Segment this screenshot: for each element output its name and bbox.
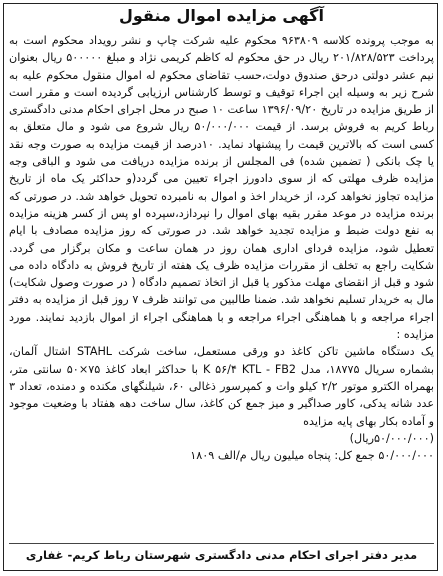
notice-body [9,32,434,464]
notice-terms-paragraph: به موجب پرونده کلاسه ۹۶۳۸۰۹ محکوم علیه شرکت چاپ و نشر رویداد محکوم است به پرداخت ۲۰۱/۸۲۸/۵۲۳ ریال در حق محکوم له کاظم کریمی نژاد و مبلغ ۵۰۰۰۰۰ ریال بعنوان نیم عشر دولتی درحق صندوق دولت،حسب تقاضای محکوم له اموال منقول محکوم علیه به شرح زیر به وسیله این اجراء توقیف و توسط کارشناس ارزیابی گردیده است و مقرر است از طریق مزایده در تاریخ ۱۳۹۶/۰۹/۲۰ ساعت ۱۰ صبح در محل اجرای احکام مدنی دادگستری رباط کریم به فروش برسد. از قیمت ۵۰/۰۰۰/۰۰۰ ریال شروع می شود و مال متعلق به کسی است که بالاترین قیمت را پیشنهاد نماید. ۱۰درصد از قیمت مزایده به صورت وجه نقد یا چک بانکی ( تضمین شده) فی المجلس از برنده مزایده دریافت می شود و الباقی وجه مزایده ظرف مهلتی که از سوی دادورز اجراء تعیین می گردد(و حداکثر یک ماه از تاریخ مزایده تجاوز نخواهد کرد، از خریدار اخذ و اموال به نامبرده تحویل خواهد شد. در صورتی که برنده مزایده در موعد مقرر بقیه بهای اموال را نپردازد،سپرده او پس از کسر هزینه مزایده به نفع دولت ضبط و مزایده تجدید خواهد شد. در صورتی که روز مزایده مصادف با ایام تعطیل شود، مزایده فردای اداری همان روز در همان ساعت و مکان برگزار می گردد. شکایت راجع به تخلف از مقررات مزایده ظرف یک هفته از تاریخ فروش به دادگاه داده می شود و قبل از انقضای مهلت مذکور یا قبل از اتخاذ تصمیم دادگاه ( در صورت وصول شکایت) مال به خریدار تسلیم نخواهد شد. ضمنا طالبین می توانند ظرف ۷ روز قبل از مزایده به دفتر اجراء مراجعه و با هماهنگی اجراء مراجعه و با هماهنگی اجراء از اموال بازدید نمایند. مورد مزایده : [9,34,434,342]
footer-divider [9,543,434,544]
base-price: (۵۰/۰۰۰/۰۰۰ریال) [349,431,434,445]
total-price-line: ۵۰/۰۰۰/۰۰۰ جمع کل: پنجاه میلیون ریال م/الف ۱۸۰۹ [190,449,434,463]
notice-signature: مدیر دفتر اجرای احکام مدنی دادگستری شهرستان رباط کریم- غفاری [25,548,418,562]
notice-title: آگهی مزایده اموال منقول [119,6,324,25]
auction-item-description: یک دستگاه ماشین تاکن کاغذ دو ورقی مستعمل، ساخت شرکت STAHL اشتال آلمان، بشماره سریال ۱۸۷۷۵، مدل K ۵۶/۴ KTL - FB2 با حداکثر ابعاد کاغذ ۷۵×۵۰ سانتی متر، بهمراه الکترو موتور ۲/۲ کیلو وات و کمپرسور ذغالی ۶۰، شیلنگهای مکنده و دمنده، تعداد ۳ عدد شانه یدکی، کاور صداگیر و میز جمع کن کاغذ، سال ساخت دهه هفتاد با وضعیت موجود و آماده بکار بهای پایه مزایده [9,345,434,428]
